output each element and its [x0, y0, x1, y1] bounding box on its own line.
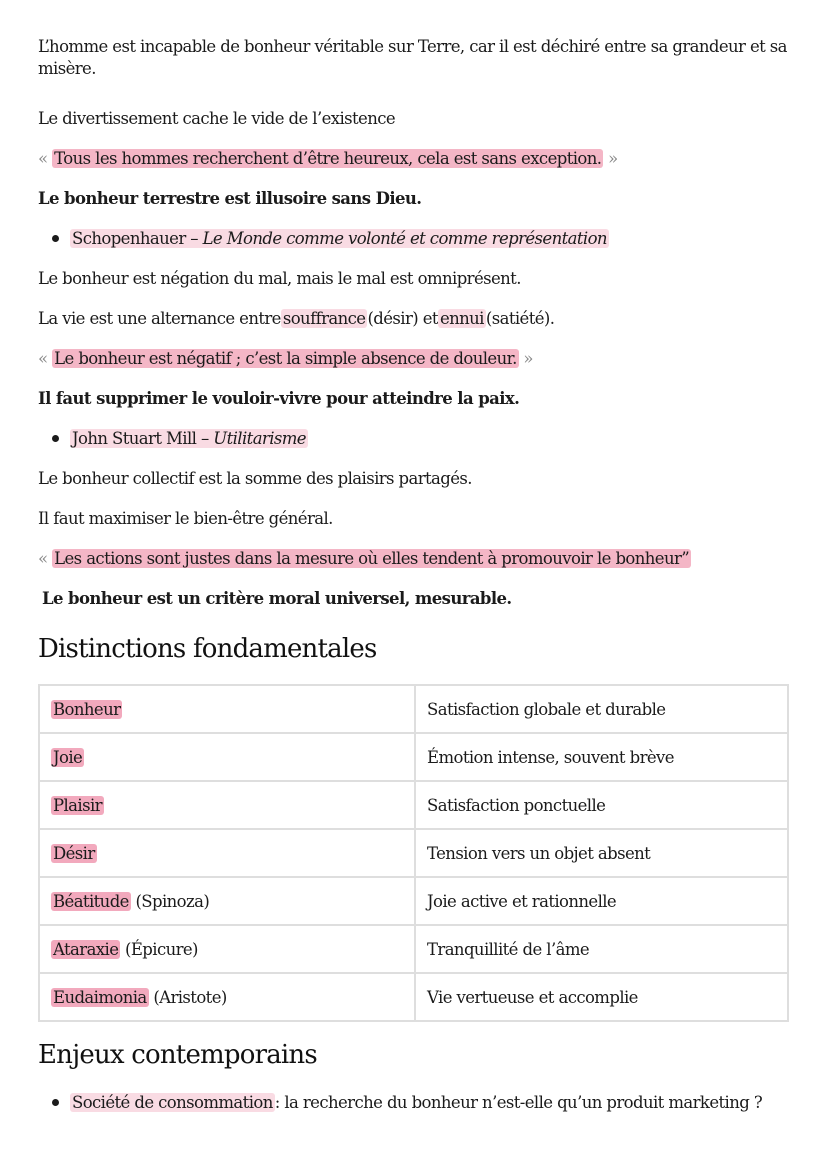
term-cell [39, 781, 415, 829]
definition-cell: Satisfaction ponctuelle [415, 781, 788, 829]
table-row [39, 685, 788, 733]
table-row [39, 877, 788, 925]
term-cell [39, 733, 415, 781]
pascal-paragraph-1: L’homme est incapable de bonheur véritable sur Terre, car il est déchiré entre sa grandeur et sa misère. [38, 37, 787, 78]
term-highlight: Ataraxie [53, 939, 119, 959]
definition-cell: Tranquillité de l’âme [415, 925, 788, 973]
mill-dash: – [196, 428, 214, 448]
mill-work: Utilitarisme [213, 428, 306, 448]
bullet-mill [38, 418, 790, 458]
mill-heading [70, 429, 308, 448]
schopenhauer-quote: Le bonheur est négatif ; c’est la simple absence de douleur. [54, 348, 517, 368]
pascal-quote: Tous les hommes recherchent d’être heureux, cela est sans exception. [54, 148, 602, 168]
schopenhauer-work: Le Monde comme volonté et comme représentation [202, 228, 607, 248]
definition-cell: Joie active et rationnelle [415, 877, 788, 925]
term-highlight: Plaisir [53, 795, 102, 815]
highlight-consommation: Société de consommation [72, 1092, 273, 1112]
term-cell [39, 829, 415, 877]
definition-cell: Satisfaction globale et durable [415, 685, 788, 733]
schopenhauer-p2-c: (satiété). [485, 308, 555, 328]
bullet-dot [52, 235, 59, 242]
highlight-ennui: ennui [439, 308, 484, 328]
heading-distinctions: Distinctions fondamentales [38, 634, 377, 664]
term-cell [39, 973, 415, 1021]
mill-paragraph-1 [38, 458, 790, 498]
schopenhauer-quote-line [38, 338, 790, 378]
schopenhauer-conclusion [38, 378, 790, 418]
definition-cell: Émotion intense, souvent brève [415, 733, 788, 781]
schopenhauer-paragraph-1 [38, 258, 790, 298]
term-highlight: Béatitude [53, 891, 129, 911]
mill-conclusion [38, 578, 790, 618]
table-row [39, 829, 788, 877]
term-highlight: Eudaimonia [53, 987, 147, 1007]
term-cell [39, 877, 415, 925]
term-highlight: Bonheur [53, 699, 121, 719]
schopenhauer-p2-a: La vie est une alternance entre [38, 308, 281, 328]
schopenhauer-dash: – [185, 228, 203, 248]
bullet-schopenhauer [38, 218, 790, 258]
quote-open-mark: « [38, 148, 48, 168]
term-highlight: Joie [53, 747, 83, 767]
term-attribution: (Épicure) [120, 939, 198, 959]
definition-cell: Tension vers un objet absent [415, 829, 788, 877]
mill-quote-line [38, 538, 790, 578]
term-highlight: Désir [53, 843, 95, 863]
quote-open-mark: « [38, 548, 48, 568]
quote-close-mark: » [608, 148, 618, 168]
schopenhauer-conclusion-text: Il faut supprimer le vouloir-vivre pour atteindre la paix. [38, 388, 520, 408]
schopenhauer-paragraph-2 [38, 298, 790, 338]
schopenhauer-heading [70, 229, 609, 248]
mill-conclusion-text: Le bonheur est un critère moral universel, mesurable. [42, 588, 512, 608]
highlight-souffrance: souffrance [282, 308, 366, 328]
term-attribution: (Spinoza) [130, 891, 210, 911]
table-row [39, 733, 788, 781]
mill-p1-text: Le bonheur collectif est la somme des plaisirs partagés. [38, 468, 472, 488]
consommation-text: : la recherche du bonheur n’est-elle qu’un produit marketing ? [274, 1092, 763, 1112]
table-row [39, 973, 788, 1021]
bullet-dot [52, 435, 59, 442]
schopenhauer-p1-text: Le bonheur est négation du mal, mais le mal est omniprésent. [38, 268, 521, 288]
table-row [39, 925, 788, 973]
pascal-quote-line [38, 138, 790, 178]
term-cell [39, 685, 415, 733]
table-row [39, 781, 788, 829]
mill-author: John Stuart Mill [72, 428, 197, 448]
bullet-dot [52, 1099, 59, 1106]
schopenhauer-p2-b: (désir) et [367, 308, 438, 328]
term-attribution: (Aristote) [148, 987, 227, 1007]
pascal-divertissement-text: Le divertissement cache le vide de l’existence [38, 108, 396, 128]
pascal-conclusion-text: Le bonheur terrestre est illusoire sans Dieu. [38, 188, 422, 208]
bullet-consommation [38, 1082, 790, 1122]
heading-enjeux: Enjeux contemporains [38, 1040, 317, 1070]
quote-close-mark: » [523, 348, 533, 368]
schopenhauer-author: Schopenhauer [72, 228, 186, 248]
quote-open-mark: « [38, 348, 48, 368]
mill-paragraph-2 [38, 498, 790, 538]
distinctions-table [38, 684, 789, 1022]
mill-quote: Les actions sont justes dans la mesure où elles tendent à promouvoir le bonheur” [54, 548, 690, 568]
pascal-conclusion [38, 178, 790, 218]
pascal-paragraph-2 [38, 98, 790, 138]
definition-cell: Vie vertueuse et accomplie [415, 973, 788, 1021]
mill-p2-text: Il faut maximiser le bien-être général. [38, 508, 333, 528]
term-cell [39, 925, 415, 973]
